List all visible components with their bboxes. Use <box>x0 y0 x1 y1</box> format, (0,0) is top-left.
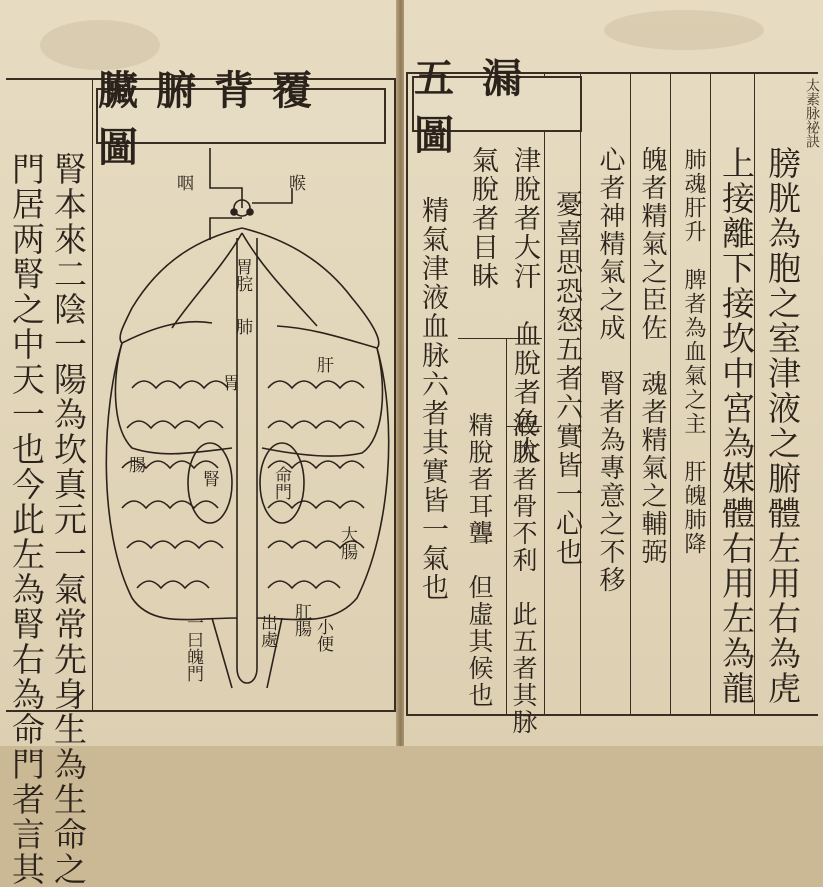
left-page <box>0 0 398 887</box>
label-exit: 出處 <box>257 614 277 648</box>
right-column-2: 上接離下接坎中宮為媒體右用左為龍 <box>717 146 756 706</box>
label-throat-left: 咽 <box>173 174 193 191</box>
right-column-11: 精氣津液血脉六者其實皆一氣也 <box>417 196 448 602</box>
left-page-title: 臟腑背覆圖 <box>96 88 386 144</box>
right-column-4: 魄者精氣之臣佐 魂者精氣之輔弼 <box>637 146 667 566</box>
label-intestine: 腸 <box>125 456 145 473</box>
left-text-column-1: 腎本來二陰一陽為坎真元一氣常先身生為生命之 <box>49 152 88 887</box>
label-stomach-duct: 胃脘 <box>232 258 252 292</box>
right-column-5: 心者神精氣之成 腎者為專意之不移 <box>595 146 625 594</box>
label-lung: 肺 <box>232 318 252 335</box>
right-column-9: 液脫者骨不利 此五者其脉 <box>509 412 538 736</box>
right-column-6: 憂喜思恐怒五者六實皆一心也 <box>551 190 582 567</box>
right-page-title: 五漏圖 <box>412 76 582 132</box>
running-head: 太素脉祕訣 <box>804 78 820 148</box>
right-column-1: 膀胱為胞之室津液之腑體左用右為虎 <box>763 146 802 706</box>
right-column-8: 氣脫者目眛 <box>467 146 498 291</box>
label-large-intestine: 大腸 <box>337 526 357 560</box>
label-stomach: 胃 <box>219 374 239 391</box>
label-urine: 小便 <box>313 618 333 652</box>
right-column-7: 津脫者大汗 血脫者色大 <box>509 146 540 465</box>
organ-diagram <box>92 148 392 708</box>
right-column-10: 精脫者耳聾 但虛其候也 <box>465 412 494 709</box>
label-anus-gate: 一曰魄門 <box>183 614 203 682</box>
label-liver: 肝 <box>313 356 333 373</box>
label-kidney: 腎 <box>199 470 219 487</box>
right-page <box>404 0 823 746</box>
label-life-gate: 命門 <box>271 466 291 500</box>
right-column-3: 肺魂肝升 脾者為血氣之主 肝魄肺降 <box>681 148 706 556</box>
organ-diagram-drawing <box>92 148 392 708</box>
label-rectum: 肛腸 <box>291 603 311 637</box>
label-throat-right: 喉 <box>285 174 305 191</box>
left-text-column-2: 門居两腎之中天一也今此左為腎右為命門者言其 <box>7 152 46 887</box>
